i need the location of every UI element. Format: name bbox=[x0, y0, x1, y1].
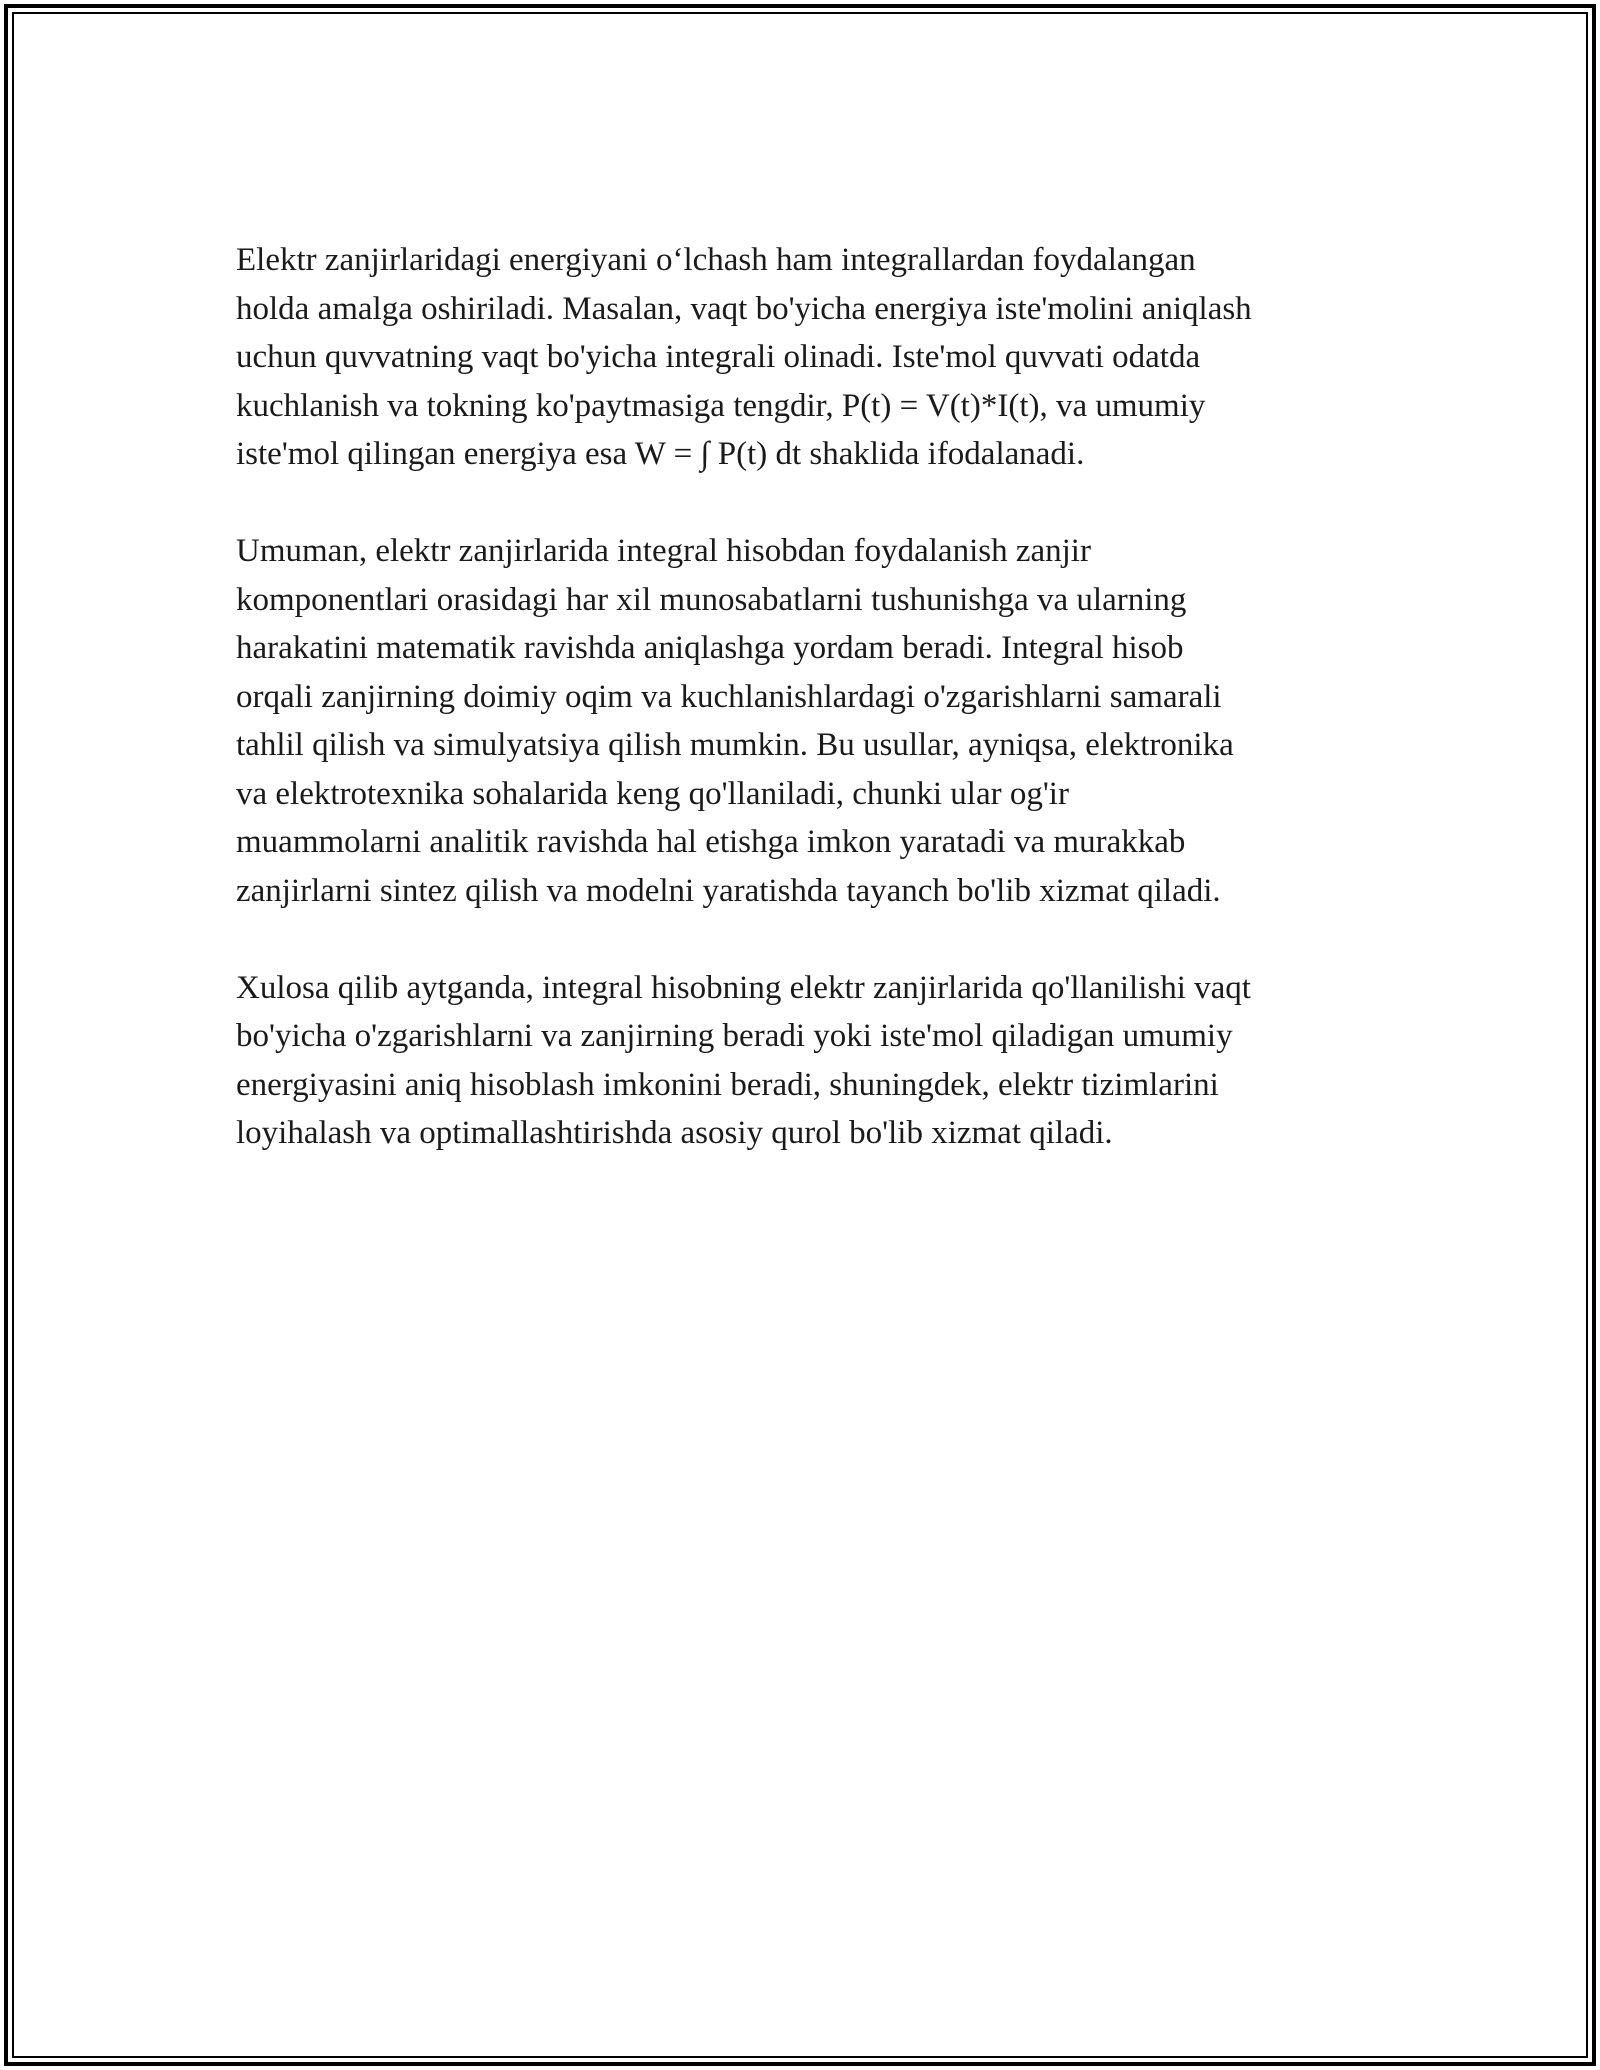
text-line: uchun quvvatning vaqt bo'yicha integrali olinadi. Iste'mol quvvati odatda bbox=[236, 339, 1201, 375]
text-line: loyihalash va optimallashtirishda asosiy qurol bo'lib xizmat qiladi. bbox=[236, 1115, 1113, 1151]
text-line: Xulosa qilib aytganda, integral hisobning elektr zanjirlarida qo'llanilishi vaqt bbox=[236, 969, 1251, 1006]
text-line: energiyasini aniq hisoblash imkonini beradi, shuningdek, elektr tizimlarini bbox=[236, 1066, 1219, 1103]
text-line: orqali zanjirning doimiy oqim va kuchlanishlardagi o'zgarishlarni samarali bbox=[236, 678, 1222, 715]
text-line: tahlil qilish va simulyatsiya qilish mumkin. Bu usullar, ayniqsa, elektronika bbox=[236, 727, 1234, 763]
text-line: komponentlari orasidagi har xil munosabatlarni tushunishga va ularning bbox=[236, 581, 1187, 618]
text-line: iste'mol qilingan energiya esa W = ∫ P(t) dt shaklida ifodalanadi. bbox=[236, 436, 1085, 472]
text-line: zanjirlarni sintez qilish va modelni yaratishda tayanch bo'lib xizmat qiladi. bbox=[236, 872, 1221, 909]
text-line: harakatini matematik ravishda aniqlashga yordam beradi. Integral hisob bbox=[236, 630, 1184, 666]
document-body bbox=[236, 236, 1376, 1206]
text-line: Umuman, elektr zanjirlarida integral hisobdan foydalanish zanjir bbox=[236, 533, 1091, 569]
text-line: kuchlanish va tokning ko'paytmasiga tengdir, P(t) = V(t)*I(t), va umumiy bbox=[236, 387, 1206, 424]
text-line: va elektrotexnika sohalarida keng qo'llaniladi, chunki ular og'ir bbox=[236, 775, 1069, 812]
text-line: holda amalga oshiriladi. Masalan, vaqt bo'yicha energiya iste'molini aniqlash bbox=[236, 290, 1252, 327]
paragraph-conclusion bbox=[236, 964, 1376, 1158]
paragraph-integral-usage bbox=[236, 527, 1376, 915]
text-line: bo'yicha o'zgarishlarni va zanjirning beradi yoki iste'mol qiladigan umumiy bbox=[236, 1018, 1233, 1054]
paragraph-energy-measurement bbox=[236, 236, 1376, 479]
text-line: Elektr zanjirlaridagi energiyani o‘lchash ham integrallardan foydalangan bbox=[236, 242, 1196, 278]
text-line: muammolarni analitik ravishda hal etishga imkon yaratadi va murakkab bbox=[236, 824, 1186, 860]
